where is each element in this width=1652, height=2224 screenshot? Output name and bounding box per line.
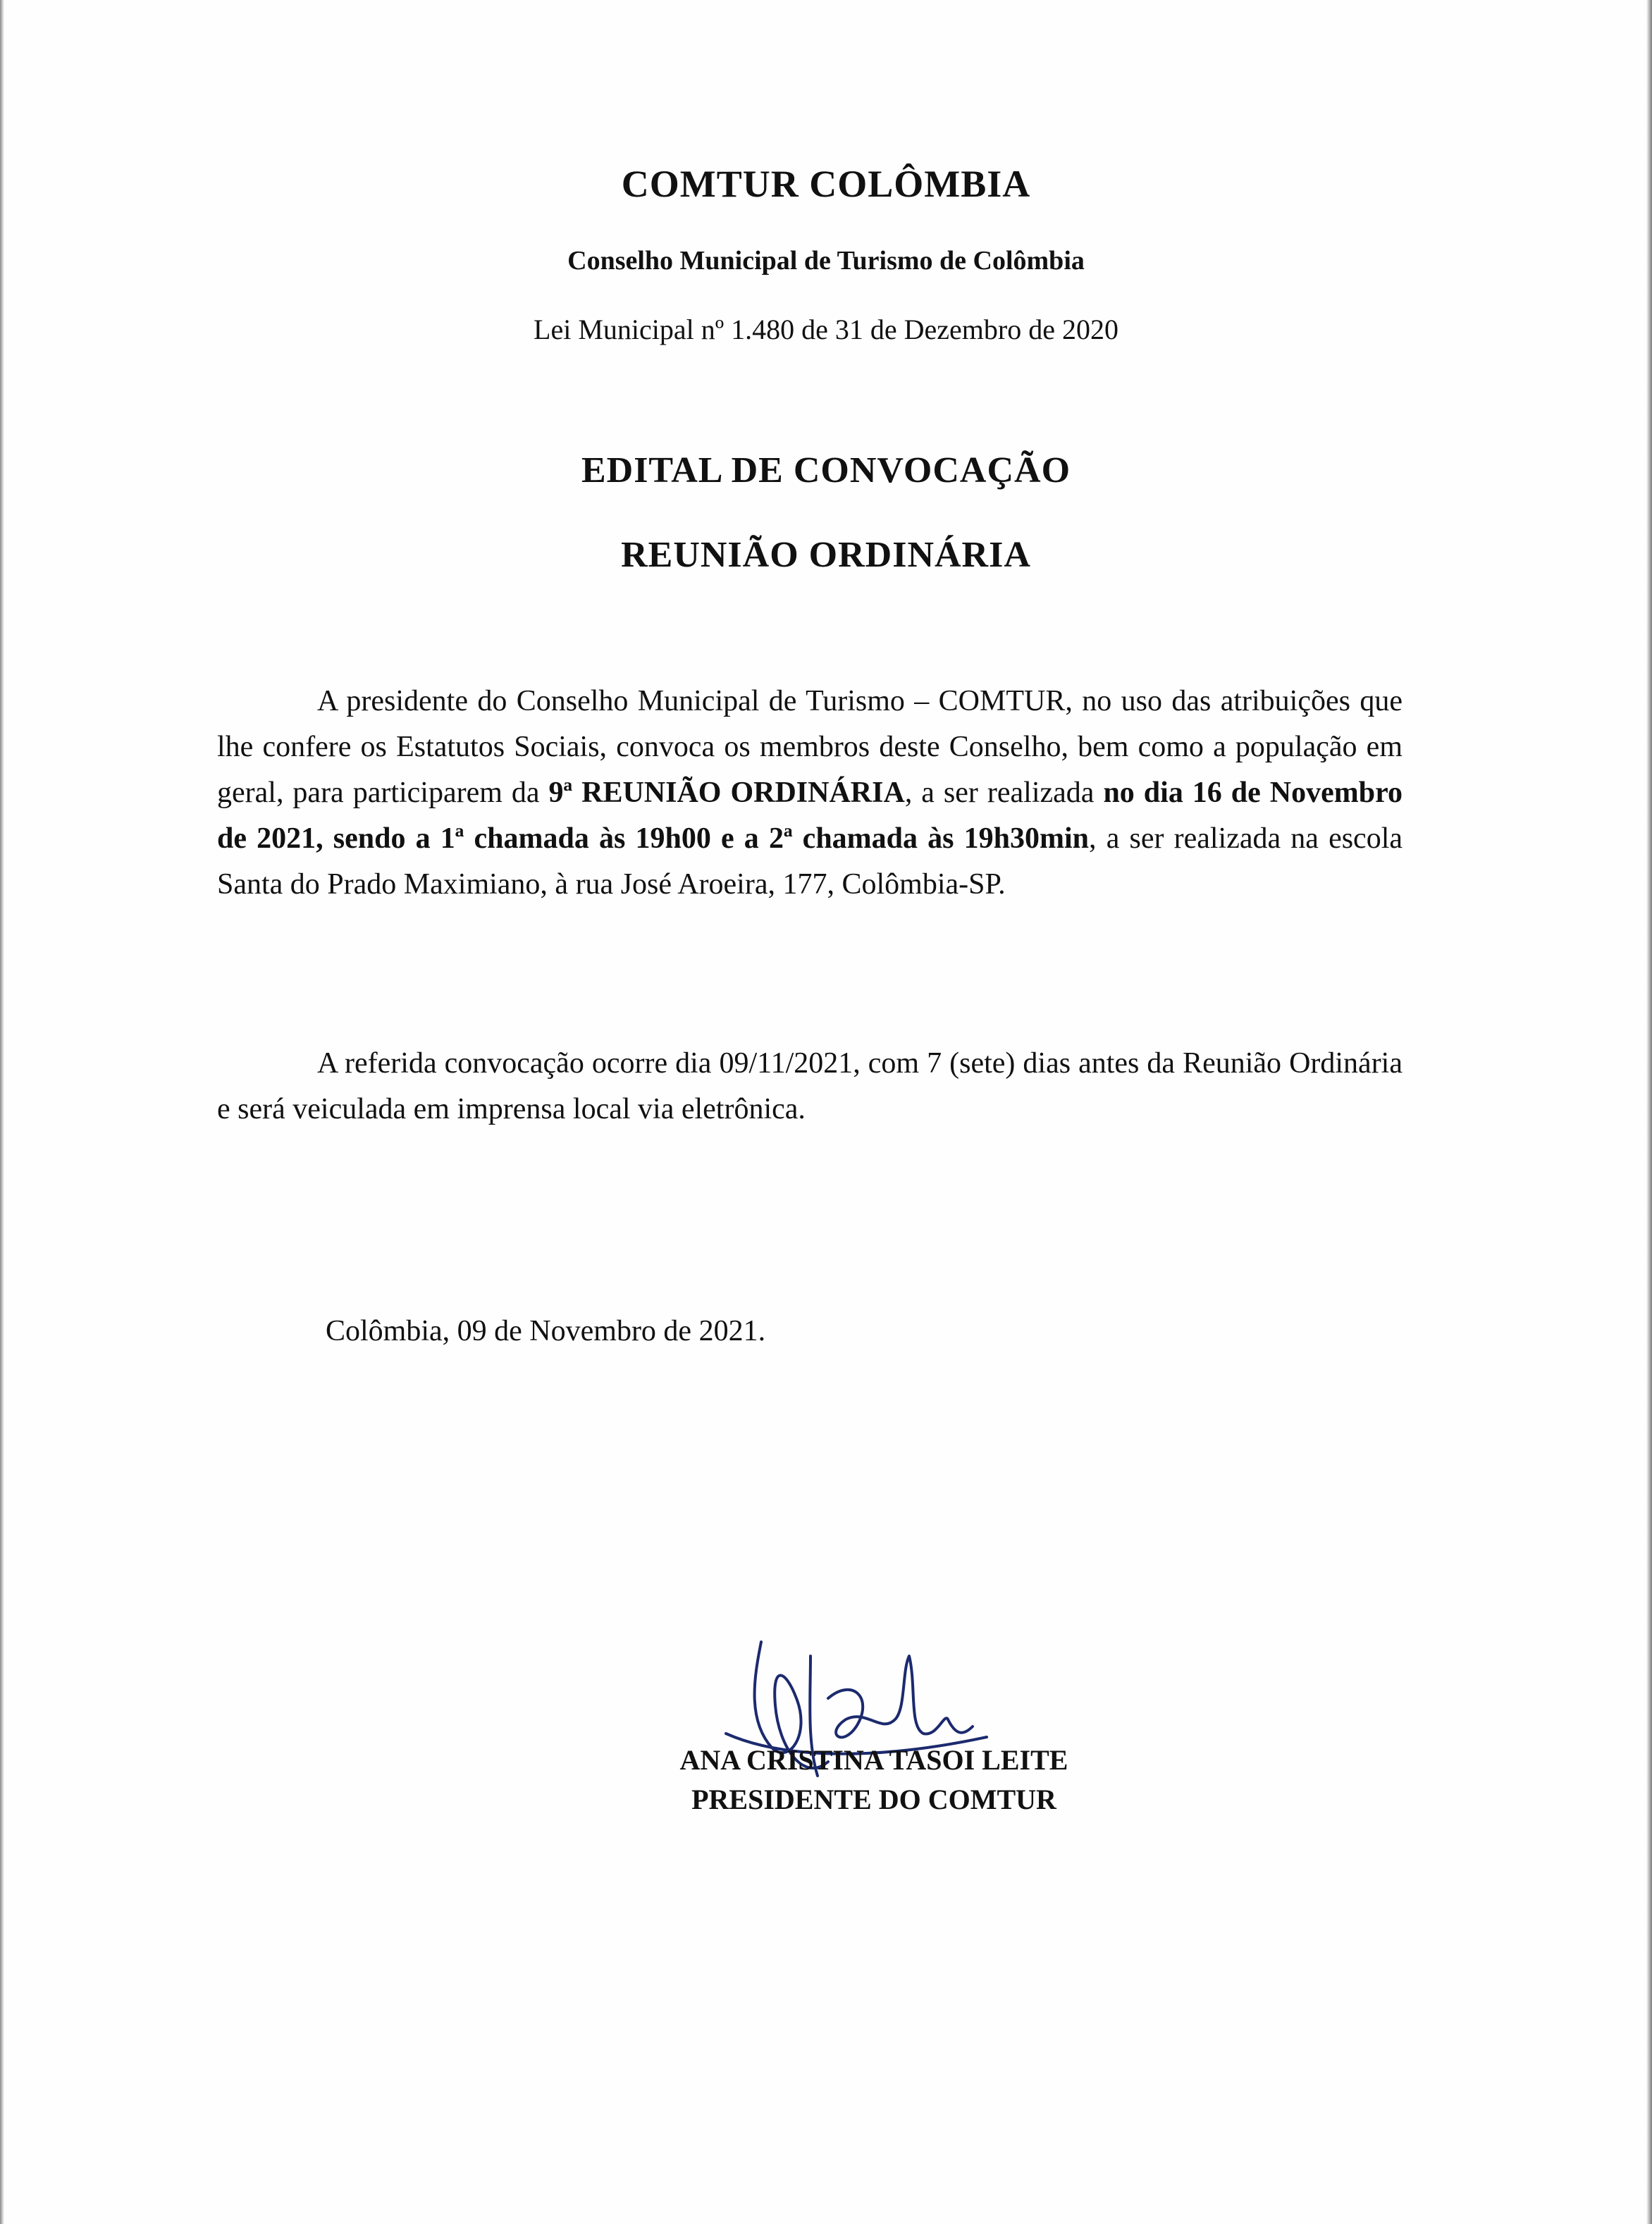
- paragraph-convocation: [217, 679, 1403, 908]
- notice-subtitle: REUNIÃO ORDINÁRIA: [621, 535, 1031, 575]
- law-reference: Lei Municipal nº 1.480 de 31 de Dezembro de 2020: [534, 314, 1118, 345]
- p1-text-a: A presidente do Conselho Municipal de Turismo – COMTUR, no uso das atribuições que lhe confere os Estatutos Sociais, convoca os membros deste Conselho, bem como a população em geral, para participarem da: [217, 685, 1403, 809]
- org-title: COMTUR COLÔMBIA: [621, 163, 1031, 205]
- signatory-role: PRESIDENTE DO COMTUR: [691, 1784, 1056, 1815]
- p1-text-e: , a ser realizada na escola Santa do Prado Maximiano, à rua José Aroeira, 177, Colômbia-SP.: [217, 822, 1403, 901]
- signatory-block: [606, 1741, 1142, 1820]
- notice-title: EDITAL DE CONVOCAÇÃO: [581, 450, 1071, 490]
- signatory-name: ANA CRISTINA TASOI LEITE: [679, 1744, 1068, 1776]
- p1-meeting-schedule: no dia 16 de Novembro de 2021, sendo a 1ª chamada às 19h00 e a 2ª chamada às 19h30min: [217, 777, 1403, 855]
- paragraph-publication: [217, 1041, 1403, 1132]
- p1-text-c: , a ser realizada: [904, 777, 1104, 809]
- p2-text: A referida convocação ocorre dia 09/11/2021, com 7 (sete) dias antes da Reunião Ordinária e será veiculada em imprensa local via eletrônica.: [217, 1047, 1403, 1125]
- p1-meeting-number: 9ª REUNIÃO ORDINÁRIA: [548, 777, 905, 809]
- place-date: Colômbia, 09 de Novembro de 2021.: [326, 1315, 766, 1347]
- council-name: Conselho Municipal de Turismo de Colômbia: [567, 246, 1085, 276]
